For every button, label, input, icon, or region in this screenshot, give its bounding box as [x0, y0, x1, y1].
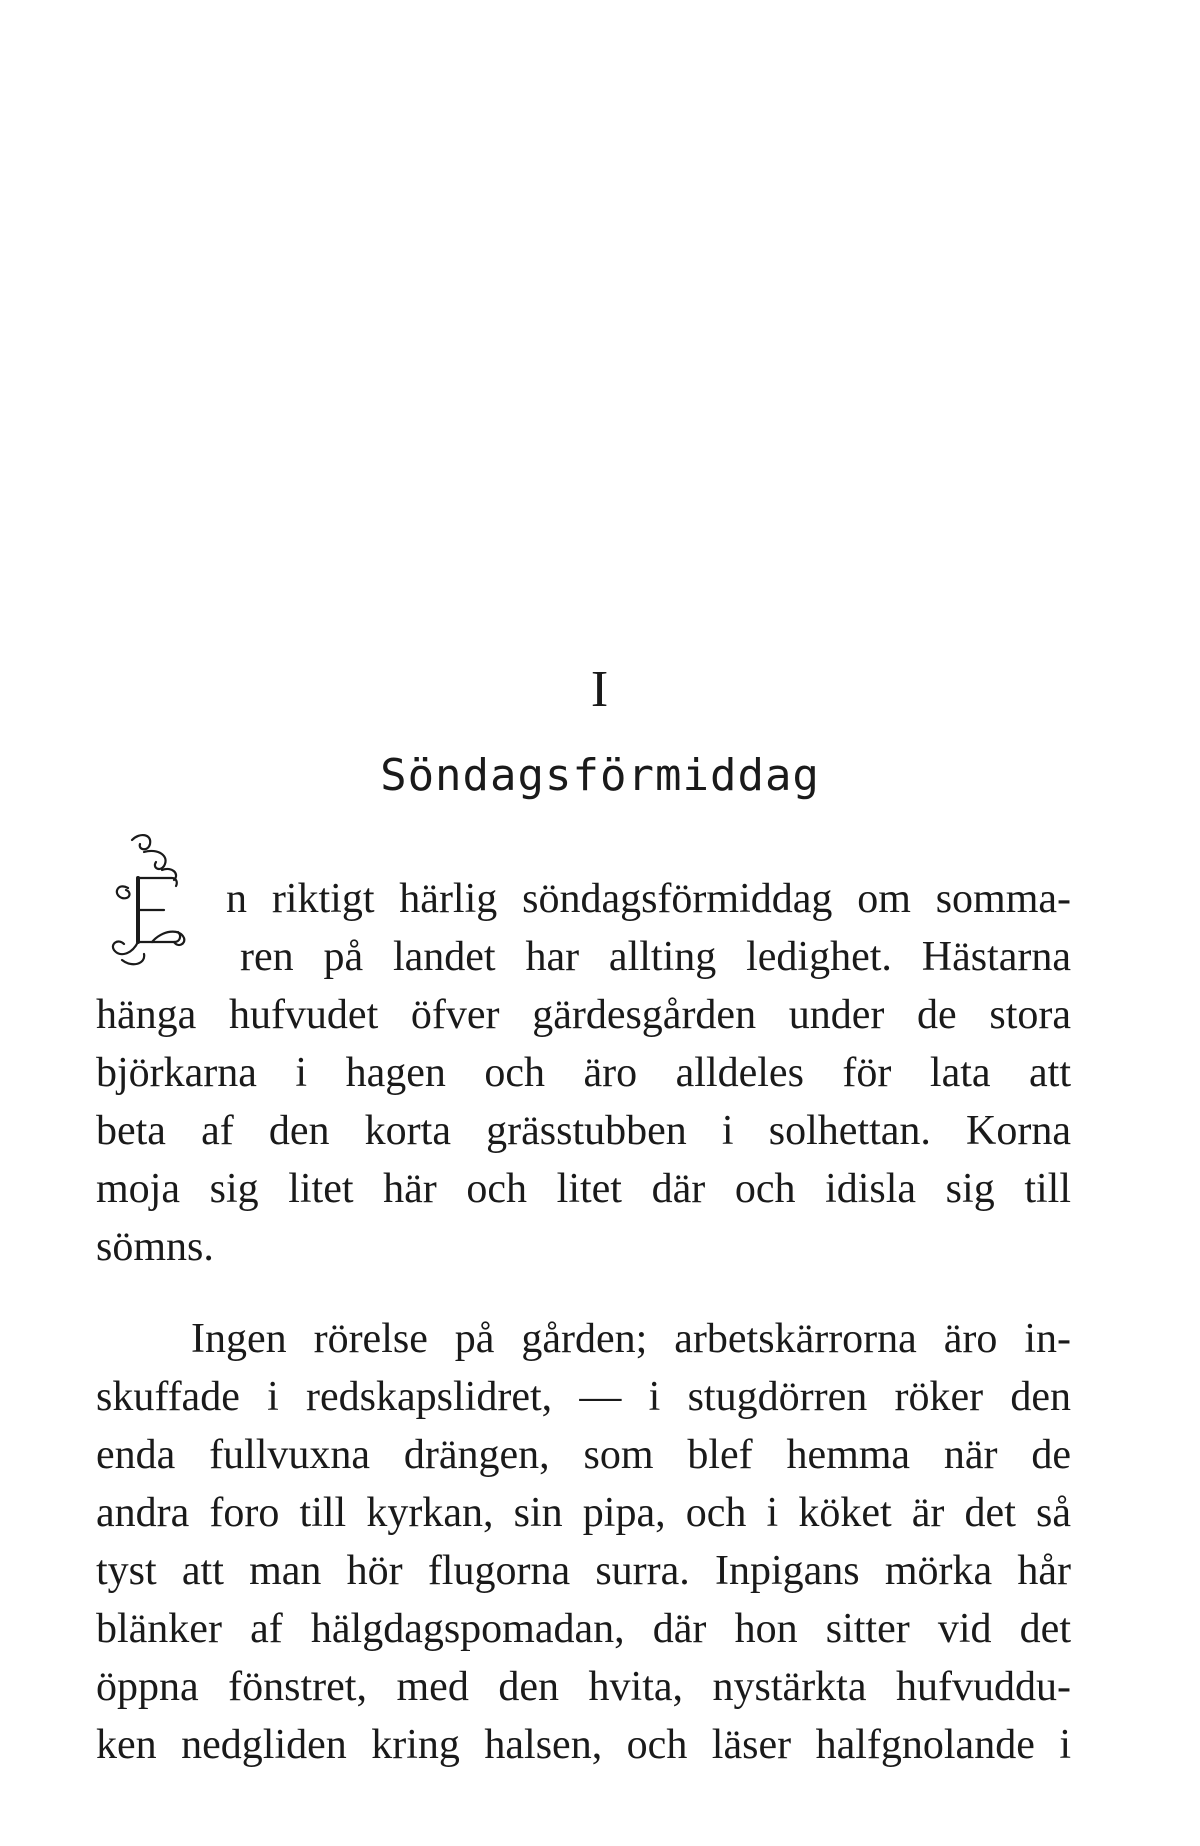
paragraph-1: [96, 870, 1071, 1276]
text-line: hänga hufvudet öfver gärdesgården under de stora: [96, 992, 1071, 1038]
text-line: andra foro till kyrkan, sin pipa, och i köket är det så: [96, 1490, 1071, 1536]
text-line: Ingen rörelse på gården; arbetskärrorna äro in-: [191, 1316, 1071, 1362]
text-line: enda fullvuxna drängen, som blef hemma när de: [96, 1432, 1071, 1478]
chapter-number: I: [590, 661, 610, 718]
text-line: beta af den korta grässtubben i solhettan. Korna: [96, 1108, 1071, 1154]
paragraph-2: [96, 1310, 1071, 1774]
text-line: blänker af hälgdagspomadan, där hon sitter vid det: [96, 1606, 1071, 1652]
text-line: ken nedgliden kring halsen, och läser halfgnolande i: [96, 1722, 1071, 1768]
text-line: björkarna i hagen och äro alldeles för lata att: [96, 1050, 1071, 1096]
text-line: sömns.: [96, 1224, 214, 1270]
text-line: ren på landet har allting ledighet. Hästarna: [240, 934, 1071, 980]
text-line: n riktigt härlig söndagsförmiddag om somma-: [226, 876, 1071, 922]
chapter-title: Söndagsförmiddag: [380, 750, 820, 801]
text-line: tyst att man hör flugorna surra. Inpigans mörka hår: [96, 1548, 1071, 1594]
text-line: skuffade i redskapslidret, — i stugdörren röker den: [96, 1374, 1071, 1420]
text-line: moja sig litet här och litet där och idisla sig till: [96, 1166, 1071, 1212]
text-line: öppna fönstret, med den hvita, nystärkta hufvuddu-: [96, 1664, 1071, 1710]
